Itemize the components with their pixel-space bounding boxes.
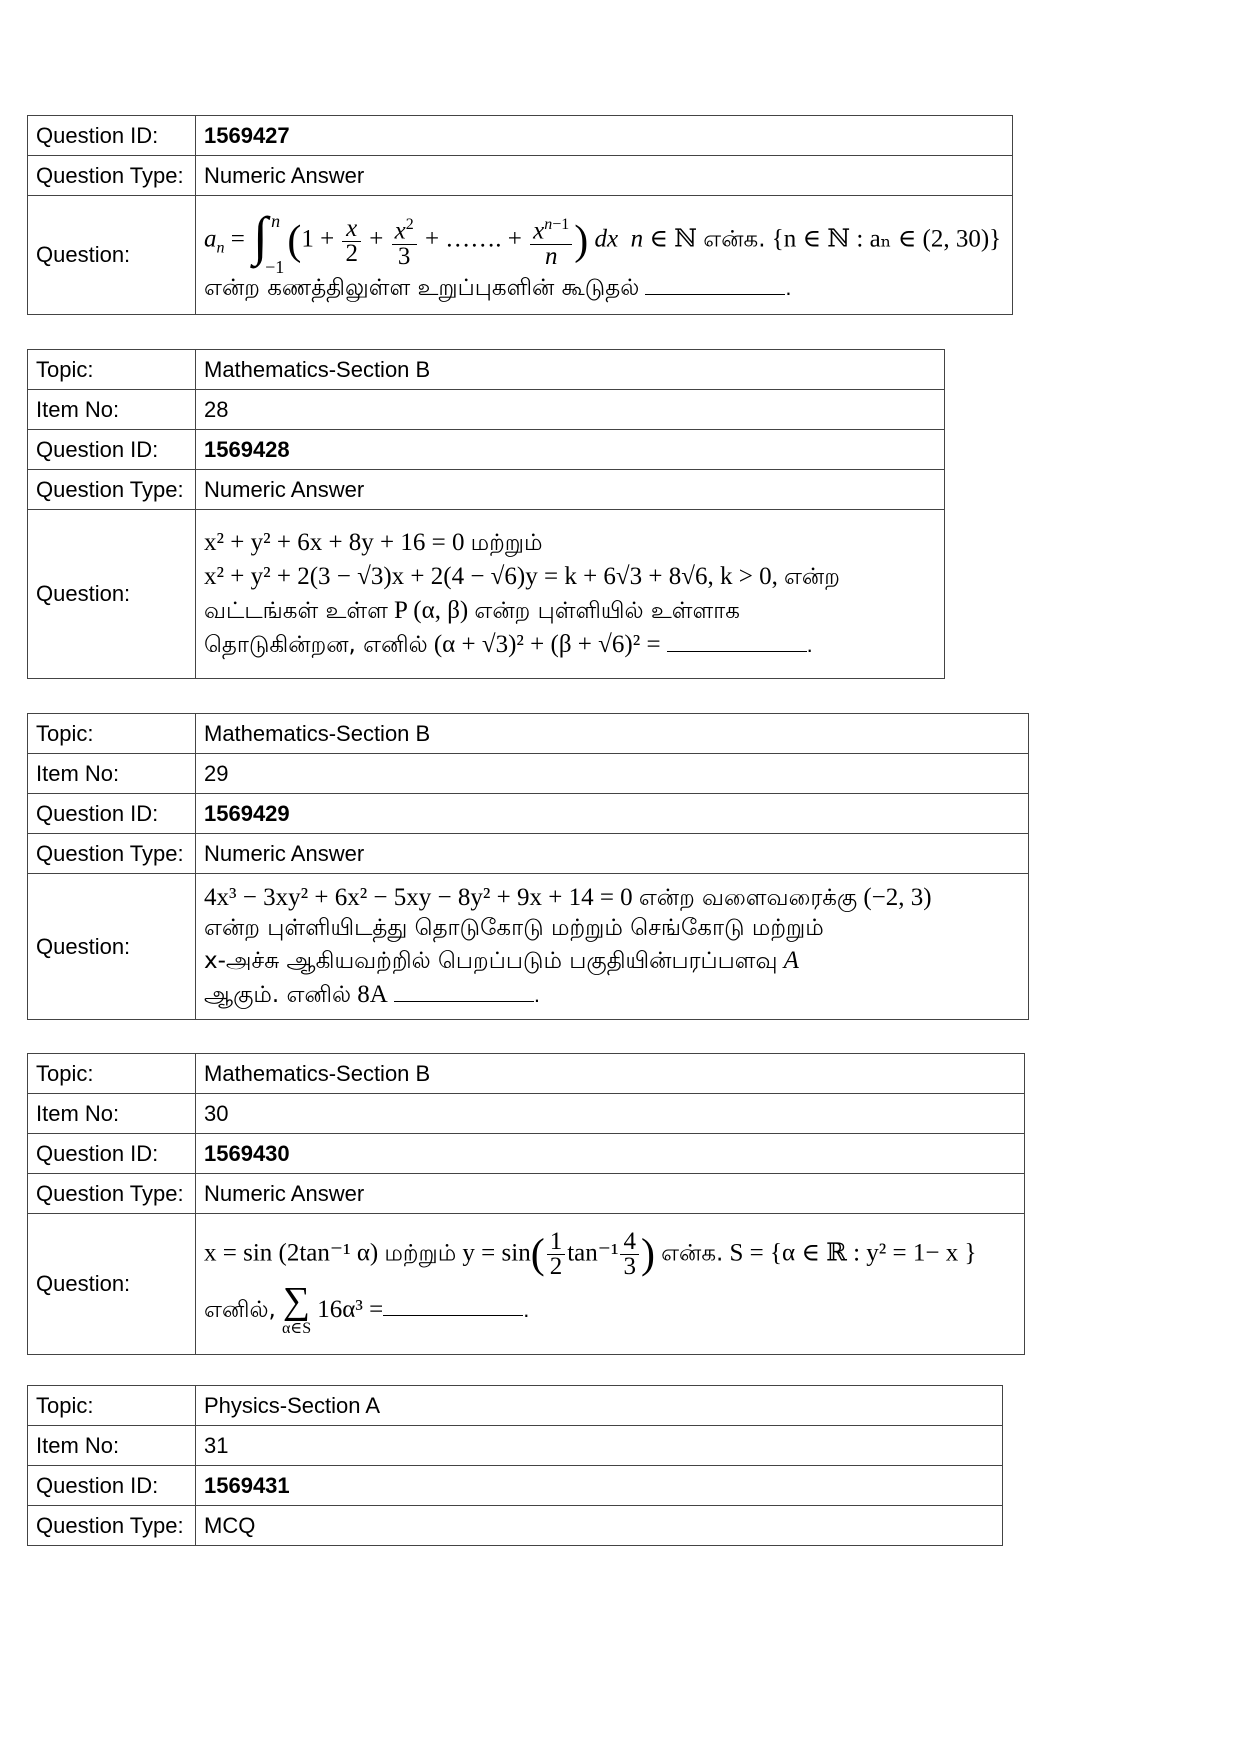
question-text: என்ற வளைவரைக்கு [638,885,858,911]
question-line-3 [204,594,936,628]
question-text: ஆகும். எனில் [204,982,352,1008]
question-text: என்ற [783,564,840,590]
label-question-id: Question ID: [28,430,196,470]
question-math: 8A [357,981,388,1008]
summation-symbol [282,1279,312,1339]
question-math: (α + √3)² + (β + √6)² = [433,631,661,658]
question-math: x = sin (2tan⁻¹ α) [204,1238,379,1266]
question-text: என்க. [703,226,766,253]
question-text: மற்றும் [384,1239,457,1266]
question-id-value: 1569427 [196,116,1013,156]
question-line-2: என்ற கணத்திலுள்ள உறுப்புகளின் கூடுதல் . [204,275,792,301]
question-id-value: 1569428 [196,430,945,470]
item-no-value: 28 [196,390,945,430]
label-question-id: Question ID: [28,116,196,156]
question-math: {n ∈ ℕ : aₙ ∈ (2, 30)} [771,225,1002,253]
label-topic: Topic: [28,1386,196,1426]
question-line-1: $a_n$ = ∫ n −1 (1 + $\frac{x}{2}$ + $\frac{x^2}{3}$ + ……. + $\frac{x^{n-1}}{n}$ ) dx n ∈ ℕ என்க. {n ∈ ℕ : aₙ ∈ (2, 30)} [204,206,1002,277]
question-type-value: Numeric Answer [196,1174,1025,1214]
question-table-1569431 [27,1385,1003,1546]
question-math: A [783,947,799,974]
label-question: Question: [28,874,196,1020]
topic-value: Mathematics-Section B [196,1054,1025,1094]
label-topic: Topic: [28,350,196,390]
question-text: மற்றும் [470,530,543,556]
question-type-value: Numeric Answer [196,156,1013,196]
question-text: என்ற புள்ளியிடத்து தொடுகோடு மற்றும் செங்கோடு மற்றும் [204,915,824,941]
item-no-value: 31 [196,1426,1003,1466]
question-math: y = sin [462,1238,531,1266]
question-body [196,1214,1025,1355]
question-table-1569430 [27,1053,1025,1355]
question-table-1569427 [27,115,1013,315]
topic-value: Physics-Section A [196,1386,1003,1426]
question-line-3 [204,944,1020,978]
label-item-no: Item No: [28,754,196,794]
label-question: Question: [28,510,196,679]
item-no-value: 30 [196,1094,1025,1134]
question-line-4: ஆகும். எனில் 8A . [204,981,541,1008]
question-body [196,510,945,679]
label-question-id: Question ID: [28,1134,196,1174]
label-question-type: Question Type: [28,834,196,874]
question-type-value: Numeric Answer [196,834,1029,874]
answer-blank [383,1295,523,1316]
answer-blank [667,631,807,652]
question-text: x-அச்சு ஆகியவற்றில் பெறப்படும் பகுதியின்பரப்பளவு [204,948,778,974]
question-line-1: x = sin (2tan⁻¹ α) மற்றும் y = sin( $\frac{1}{2}$ tan⁻¹ $\frac{4}{3}$ ) என்க. S = {α ∈ ℝ : y² = 1− x } [204,1227,977,1280]
question-math: x² + y² + 2(3 − √3)x + 2(4 − √6)y = k + 6√3 + 8√6, k > 0, [204,563,778,590]
label-question-id: Question ID: [28,1466,196,1506]
question-math: 4x³ − 3xy² + 6x² − 5xy − 8y² + 9x + 14 = 0 [204,884,633,911]
question-id-value: 1569431 [196,1466,1003,1506]
label-question-type: Question Type: [28,1174,196,1214]
sigma-glyph: ∑ [283,1279,311,1322]
label-topic: Topic: [28,714,196,754]
question-table-1569428 [27,349,945,679]
question-text: எனில், [204,1296,276,1323]
question-id-value: 1569430 [196,1134,1025,1174]
label-item-no: Item No: [28,390,196,430]
question-text: என்ற கணத்திலுள்ள உறுப்புகளின் கூடுதல் [204,275,640,301]
question-table-1569429 [27,713,1029,1020]
question-body [196,196,1013,315]
answer-blank [394,981,534,1002]
question-line-4: தொடுகின்றன, எனில் (α + √3)² + (β + √6)² = . [204,631,813,658]
question-math: tan⁻¹ [567,1238,619,1266]
question-text: வட்டங்கள் உள்ள [204,598,388,624]
question-line-2 [204,915,1020,944]
label-item-no: Item No: [28,1094,196,1134]
label-question: Question: [28,196,196,315]
question-type-value: MCQ [196,1506,1003,1546]
topic-value: Mathematics-Section B [196,350,945,390]
question-text: தொடுகின்றன, எனில் [204,632,428,658]
label-question-type: Question Type: [28,156,196,196]
question-line-1 [204,881,1020,915]
question-math: 16α³ = [317,1295,384,1323]
label-question: Question: [28,1214,196,1355]
label-question-type: Question Type: [28,1506,196,1546]
question-math: S = {α ∈ ℝ : y² = 1− x } [729,1238,977,1266]
label-item-no: Item No: [28,1426,196,1466]
question-math: x² + y² + 6x + 8y + 16 = 0 [204,529,465,556]
question-id-value: 1569429 [196,794,1029,834]
label-question-id: Question ID: [28,794,196,834]
question-line-2: எனில், ∑ α∈S 16α³ = . [204,1279,530,1337]
topic-value: Mathematics-Section B [196,714,1029,754]
question-text: என்க. [661,1239,724,1266]
question-line-2 [204,560,936,594]
question-math: P (α, β) [394,597,469,624]
question-line-1 [204,526,936,560]
label-topic: Topic: [28,1054,196,1094]
answer-blank [645,274,785,295]
question-math: (−2, 3) [863,884,932,911]
item-no-value: 29 [196,754,1029,794]
integral-symbol: ∫ n −1 [253,206,285,277]
summation-index: α∈S [282,1319,312,1337]
question-type-value: Numeric Answer [196,470,945,510]
label-question-type: Question Type: [28,470,196,510]
question-text: என்ற புள்ளியில் உள்ளாக [474,598,740,624]
question-body [196,874,1029,1020]
